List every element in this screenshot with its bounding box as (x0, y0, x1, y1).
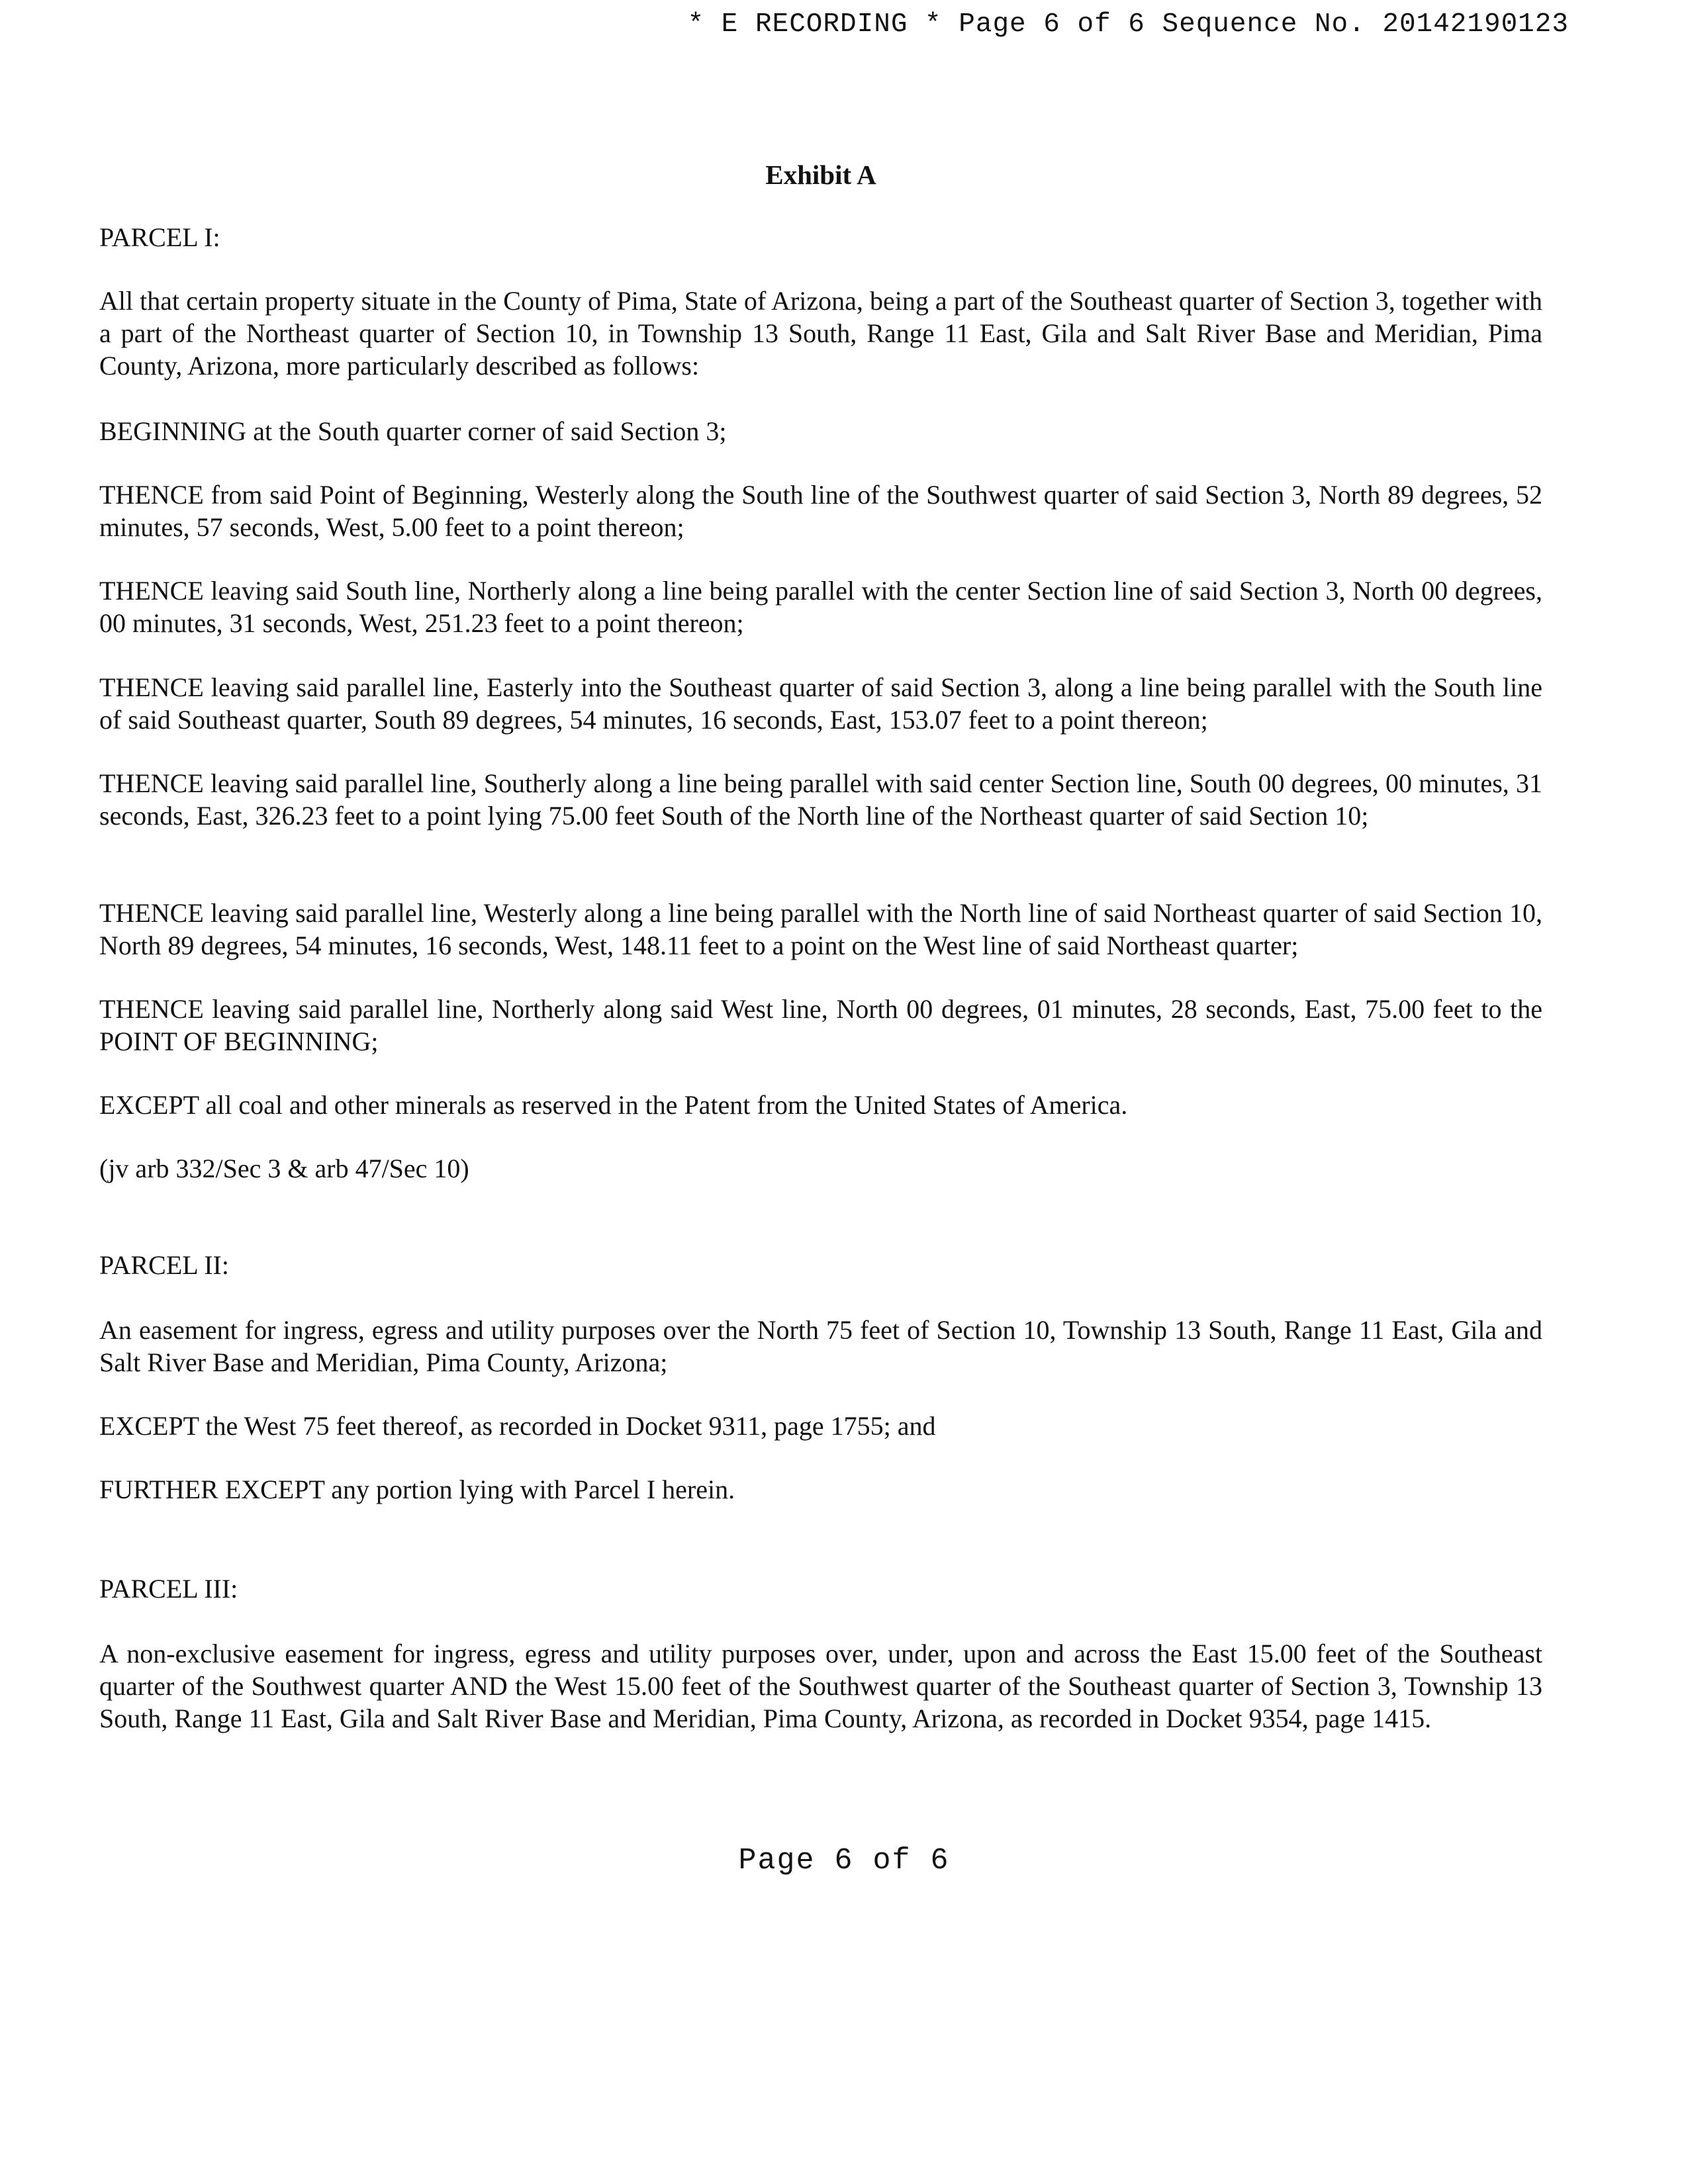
parcel-ii-description: An easement for ingress, egress and utility purposes over the North 75 feet of Section 10, Township 13 South, Range 11 East, Gila and Salt River Base and Meridian, Pima County, Arizona; (99, 1315, 1542, 1377)
parcel-i-course-3: THENCE leaving said parallel line, Easterly into the Southeast quarter of said Section 3, along a line being parallel with the South line of said Southeast quarter, South 89 degrees, 54 minutes, 16 seconds, East, 153.07 feet to a point thereon; (99, 672, 1542, 735)
parcel-i-course-6: THENCE leaving said parallel line, Northerly along said West line, North 00 degrees, 01 minutes, 28 seconds, East, 75.00 feet to the POINT OF BEGINNING; (99, 994, 1542, 1056)
parcel-ii-exception: EXCEPT the West 75 feet thereof, as recorded in Docket 9311, page 1755; and (99, 1411, 936, 1441)
parcel-ii-further-exception: FURTHER EXCEPT any portion lying with Parcel I herein. (99, 1475, 735, 1504)
parcel-i-exception: EXCEPT all coal and other minerals as reserved in the Patent from the United States of America. (99, 1090, 1128, 1120)
footer-page-number: Page 6 of 6 (738, 1844, 950, 1878)
parcel-i-course-4: THENCE leaving said parallel line, Southerly along a line being parallel with said center Section line, South 00 degrees, 00 minutes, 31 seconds, East, 326.23 feet to a point lying 75.00 feet South of the North line of the Northeast quarter of said Section 10; (99, 768, 1542, 831)
parcel-i-heading: PARCEL I: (99, 222, 220, 252)
parcel-i-beginning: BEGINNING at the South quarter corner of said Section 3; (99, 416, 727, 446)
parcel-i-reference: (jv arb 332/Sec 3 & arb 47/Sec 10) (99, 1154, 469, 1183)
parcel-i-course-2: THENCE leaving said South line, Northerly along a line being parallel with the center Section line of said Section 3, North 00 degrees, 00 minutes, 31 seconds, West, 251.23 feet to a point thereon; (99, 576, 1542, 638)
exhibit-title: Exhibit A (765, 159, 876, 190)
parcel-i-description: All that certain property situate in the County of Pima, State of Arizona, being a part of the Southeast quarter of Section 3, together with a part of the Northeast quarter of Section 10, in Township 13 South, Range 11 East, Gila and Salt River Base and Meridian, Pima County, Arizona, more particularly described as follows: (99, 286, 1542, 381)
parcel-ii-heading: PARCEL II: (99, 1250, 229, 1280)
recording-stamp: * E RECORDING * Page 6 of 6 Sequence No. 20142190123 (687, 9, 1569, 40)
parcel-iii-heading: PARCEL III: (99, 1574, 238, 1604)
parcel-i-course-1: THENCE from said Point of Beginning, Westerly along the South line of the Southwest quarter of said Section 3, North 89 degrees, 52 minutes, 57 seconds, West, 5.00 feet to a point thereon; (99, 480, 1542, 542)
parcel-iii-description: A non-exclusive easement for ingress, egress and utility purposes over, under, upon and across the East 15.00 feet of the Southeast quarter of the Southwest quarter AND the West 15.00 feet of the Southwest quarter of the Southeast quarter of Section 3, Township 13 South, Range 11 East, Gila and Salt River Base and Meridian, Pima County, Arizona, as recorded in Docket 9354, page 1415. (99, 1639, 1542, 1733)
parcel-i-course-5: THENCE leaving said parallel line, Westerly along a line being parallel with the North line of said Northeast quarter of said Section 10, North 89 degrees, 54 minutes, 16 seconds, West, 148.11 feet to a point on the West line of said Northeast quarter; (99, 898, 1542, 960)
